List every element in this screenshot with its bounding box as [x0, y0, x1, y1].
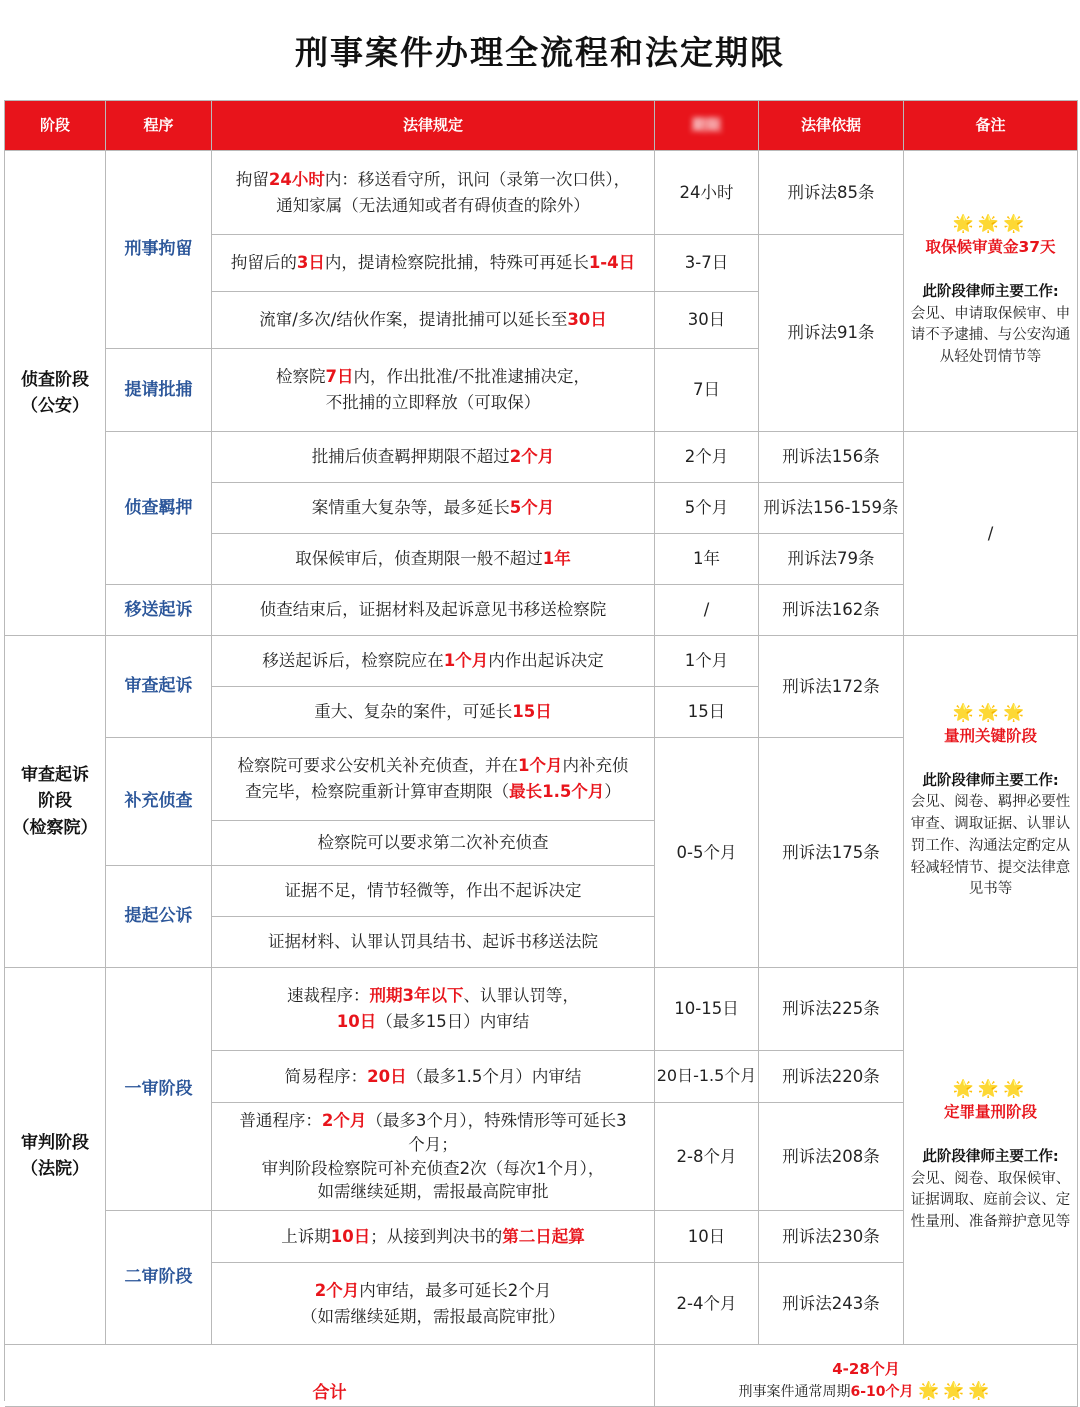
rule-text — [285, 878, 582, 904]
period-cell: 7日 — [655, 349, 759, 432]
rule-text — [259, 307, 607, 333]
highlight-text: 7日 — [325, 367, 354, 387]
rule-segment: 证据材料、认罪认罚具结书、起诉书移送法院 — [268, 932, 598, 952]
rule-cell — [212, 968, 655, 1051]
note-text: 会见、申请取保候审、申请不予逮捕、与公安沟通从轻处罚情节等 — [910, 305, 1071, 366]
highlight-text: 1-4日 — [588, 253, 636, 273]
highlight-text: 3日 — [296, 253, 325, 273]
header-procedure: 程序 — [106, 101, 212, 151]
rule-segment: 检察院可以要求第二次补充侦查 — [317, 833, 549, 853]
note-custody: / — [904, 432, 1078, 636]
rule-segment: 拘留后的 — [230, 253, 297, 273]
header-notes: 备注 — [904, 101, 1078, 151]
period-cell: 30日 — [655, 292, 759, 349]
law-cell: 刑诉法225条 — [759, 968, 904, 1051]
star-icon: 🌟🌟🌟 — [917, 1380, 994, 1401]
law-cell: 刑诉法79条 — [759, 534, 904, 585]
rule-segment: 通知家属（无法通知或者有碍侦查的除外） — [276, 195, 590, 215]
header-legal-basis: 法律依据 — [759, 101, 904, 151]
rule-segment: 检察院 — [275, 367, 326, 387]
rule-segment: 如需继续延期，需报最高院审批 — [317, 1182, 549, 1202]
note-subtitle: 此阶段律师主要工作: — [922, 772, 1059, 789]
star-icon: 🌟🌟🌟 — [952, 1079, 1029, 1100]
rule-text — [262, 648, 603, 674]
rule-text — [260, 597, 607, 623]
highlight-text: 10日 — [336, 1012, 377, 1031]
rule-text — [276, 364, 590, 415]
rule-segment: 查完毕，检察院重新计算审查期限（ — [245, 782, 510, 801]
highlight-text: 10日 — [330, 1226, 371, 1246]
law-cell: 刑诉法208条 — [759, 1103, 904, 1211]
rule-text — [312, 495, 554, 521]
note-title: 定罪量刑阶段 — [943, 1103, 1037, 1122]
period-cell: 2个月 — [655, 432, 759, 483]
header-period-label: 期限 — [691, 115, 722, 134]
highlight-text: 1个月 — [443, 651, 489, 671]
note-title: 量刑关键阶段 — [943, 726, 1037, 745]
rule-segment: （最多15日）内审结 — [376, 1012, 530, 1031]
period-cell: 1个月 — [655, 636, 759, 687]
procedure-public-prosecution: 提起公诉 — [106, 866, 212, 968]
period-cell: 2-4个月 — [655, 1263, 759, 1345]
law-cell: 刑诉法243条 — [759, 1263, 904, 1345]
total-range: 4-28个月 — [832, 1360, 900, 1379]
rule-text — [231, 250, 635, 276]
header-period — [655, 101, 759, 151]
rule-segment: 简易程序： — [284, 1066, 368, 1086]
highlight-text: 30日 — [567, 310, 607, 330]
note-trial — [904, 968, 1078, 1345]
rule-text — [314, 699, 551, 725]
total-label-cell — [5, 1345, 655, 1407]
rule-segment: （如需继续延期，需报最高院审批） — [301, 1306, 565, 1326]
rule-cell — [212, 1263, 655, 1345]
highlight-text: 2个月 — [509, 447, 555, 467]
period-cell: 15日 — [655, 687, 759, 738]
highlight-text: 2个月 — [314, 1280, 360, 1300]
rule-cell — [212, 636, 655, 687]
rule-cell — [212, 1103, 655, 1211]
note-investigation — [904, 151, 1078, 432]
law-cell: 刑诉法172条 — [759, 636, 904, 738]
rule-text — [236, 167, 630, 218]
header-legal-provision: 法律规定 — [212, 101, 655, 151]
rule-segment: 内审结，最多可延长2个月 — [359, 1280, 552, 1300]
period-cell: 10日 — [655, 1211, 759, 1263]
rule-segment: （最多3个月），特殊情形等可延长3 — [366, 1110, 627, 1130]
rule-segment: 检察院可要求公安机关补充侦查，并在 — [237, 756, 518, 776]
rule-text — [285, 1064, 582, 1090]
law-cell: 刑诉法156-159条 — [759, 483, 904, 534]
rule-segment: 不批捕的立即释放（可取保） — [325, 393, 541, 412]
total-usual-prefix: 刑事案件通常周期 — [738, 1383, 851, 1400]
rule-cell — [212, 151, 655, 235]
rule-text — [268, 929, 598, 955]
period-cell: 0-5个月 — [655, 738, 759, 968]
rule-cell — [212, 821, 655, 866]
period-cell: 1年 — [655, 534, 759, 585]
law-cell: 刑诉法156条 — [759, 432, 904, 483]
period-cell: 2-8个月 — [655, 1103, 759, 1211]
total-info-cell — [655, 1345, 1078, 1407]
stage-investigation-label: 侦查阶段 （公安） — [21, 369, 89, 416]
rule-cell — [212, 534, 655, 585]
rule-segment: 速裁程序： — [287, 986, 370, 1006]
procedure-first-instance: 一审阶段 — [106, 968, 212, 1211]
rule-segment: 侦查结束后，证据材料及起诉意见书移送检察院 — [259, 600, 607, 620]
procedure-review-prosecution: 审查起诉 — [106, 636, 212, 738]
rule-text — [239, 1109, 626, 1205]
procedure-transfer-prosecution: 移送起诉 — [106, 585, 212, 636]
highlight-text: 20日 — [367, 1066, 407, 1086]
period-cell: 3-7日 — [655, 235, 759, 292]
header-stage: 阶段 — [5, 101, 106, 151]
note-title: 取保候审黄金37天 — [925, 238, 1056, 257]
rule-segment: 证据不足，情节轻微等，作出不起诉决定 — [284, 881, 582, 901]
rule-cell — [212, 687, 655, 738]
stage-trial — [5, 968, 106, 1345]
procedure-supplementary-investigation: 补充侦查 — [106, 738, 212, 866]
highlight-text: 24小时 — [268, 169, 325, 189]
procedure-criminal-detention: 刑事拘留 — [106, 151, 212, 349]
law-cell: 刑诉法175条 — [759, 738, 904, 968]
rule-cell — [212, 235, 655, 292]
rule-cell — [212, 432, 655, 483]
stage-investigation — [5, 151, 106, 636]
period-cell: 5个月 — [655, 483, 759, 534]
stage-prosecution-review — [5, 636, 106, 968]
highlight-text: 1个月 — [518, 756, 563, 776]
note-subtitle: 此阶段律师主要工作: — [922, 284, 1059, 301]
note-text: 会见、阅卷、羁押必要性审查、调取证据、认罪认罚工作、沟通法定酌定从轻减轻情节、提交法律意见书等 — [910, 794, 1071, 898]
highlight-text: 2个月 — [321, 1110, 367, 1130]
highlight-text: 1年 — [542, 549, 571, 569]
note-subtitle: 此阶段律师主要工作: — [922, 1149, 1059, 1166]
rule-segment: 重大、复杂的案件，可延长 — [314, 702, 513, 722]
rule-text — [238, 753, 629, 804]
law-cell: 刑诉法91条 — [759, 235, 904, 432]
period-cell: 20日-1.5个月 — [655, 1051, 759, 1103]
rule-segment: 内补充侦 — [562, 756, 629, 776]
law-cell: 刑诉法162条 — [759, 585, 904, 636]
rule-text — [301, 1278, 565, 1329]
rule-text — [281, 1224, 584, 1250]
procedure-investigative-custody: 侦查羁押 — [106, 432, 212, 585]
highlight-text: 15日 — [512, 702, 552, 722]
highlight-text: 刑期3年以下 — [369, 986, 464, 1006]
page-title: 刑事案件办理全流程和法定期限 — [295, 32, 785, 72]
rule-segment: ） — [604, 782, 621, 801]
law-cell: 刑诉法230条 — [759, 1211, 904, 1263]
note-prosecution — [904, 636, 1078, 968]
period-cell: 24小时 — [655, 151, 759, 235]
rule-segment: 内：移送看守所，讯问（录第一次口供）， — [324, 169, 631, 189]
rule-text — [287, 983, 579, 1034]
highlight-text: 最长1.5个月 — [509, 782, 605, 801]
period-cell: / — [655, 585, 759, 636]
highlight-text: 5个月 — [509, 498, 555, 518]
rule-segment: 内，作出批准/不批准逮捕决定， — [353, 367, 591, 387]
rule-text — [318, 830, 549, 856]
rule-cell — [212, 738, 655, 821]
rule-cell — [212, 866, 655, 917]
rule-segment: （最多1.5个月）内审结 — [406, 1066, 582, 1086]
rule-segment: 审判阶段检察院可补充侦查2次（每次1个月）， — [261, 1158, 605, 1178]
rule-segment: 上诉期 — [281, 1226, 331, 1246]
rule-cell — [212, 483, 655, 534]
rule-text — [295, 546, 570, 572]
stage-prosecution-label: 审查起诉 阶段 （检察院） — [12, 764, 98, 838]
period-cell: 10-15日 — [655, 968, 759, 1051]
rule-segment: 、认罪认罚等， — [463, 986, 579, 1006]
total-usual-value: 6-10个月 — [850, 1383, 914, 1400]
rule-segment: 内作出起诉决定 — [488, 651, 604, 671]
rule-segment: 内，提请检察院批捕，特殊可再延长 — [324, 253, 589, 273]
rule-segment: 移送起诉后，检察院应在 — [262, 651, 444, 671]
rule-segment: 流窜/多次/结伙作案，提请批捕可以延长至 — [259, 310, 568, 330]
note-text: 会见、阅卷、取保候审、证据调取、庭前会议、定性量刑、准备辩护意见等 — [910, 1170, 1071, 1231]
rule-segment: ；从接到判决书的 — [370, 1226, 503, 1246]
rule-segment: 案情重大复杂等，最多延长 — [311, 498, 510, 518]
procedure-request-arrest: 提请批捕 — [106, 349, 212, 432]
total-usual-period — [738, 1380, 993, 1402]
rule-segment: 取保候审后，侦查期限一般不超过 — [295, 549, 543, 569]
law-cell: 刑诉法220条 — [759, 1051, 904, 1103]
stage-trial-label: 审判阶段 （法院） — [21, 1132, 89, 1179]
highlight-text: 第二日起算 — [502, 1226, 585, 1246]
rule-cell — [212, 292, 655, 349]
star-icon: 🌟🌟🌟 — [952, 702, 1029, 723]
procedure-second-instance: 二审阶段 — [106, 1211, 212, 1345]
process-table — [4, 100, 1078, 1401]
rule-text — [312, 444, 554, 470]
rule-segment: 批捕后侦查羁押期限不超过 — [311, 447, 510, 467]
law-cell: 刑诉法85条 — [759, 151, 904, 235]
rule-cell — [212, 585, 655, 636]
rule-segment: 个月； — [408, 1134, 458, 1154]
rule-cell — [212, 917, 655, 968]
rule-cell — [212, 1051, 655, 1103]
rule-segment: 拘留 — [235, 169, 269, 189]
total-label: 合计 — [312, 1382, 347, 1403]
star-icon: 🌟🌟🌟 — [952, 214, 1029, 235]
rule-cell — [212, 349, 655, 432]
rule-cell — [212, 1211, 655, 1263]
rule-segment: 普通程序： — [239, 1110, 322, 1130]
